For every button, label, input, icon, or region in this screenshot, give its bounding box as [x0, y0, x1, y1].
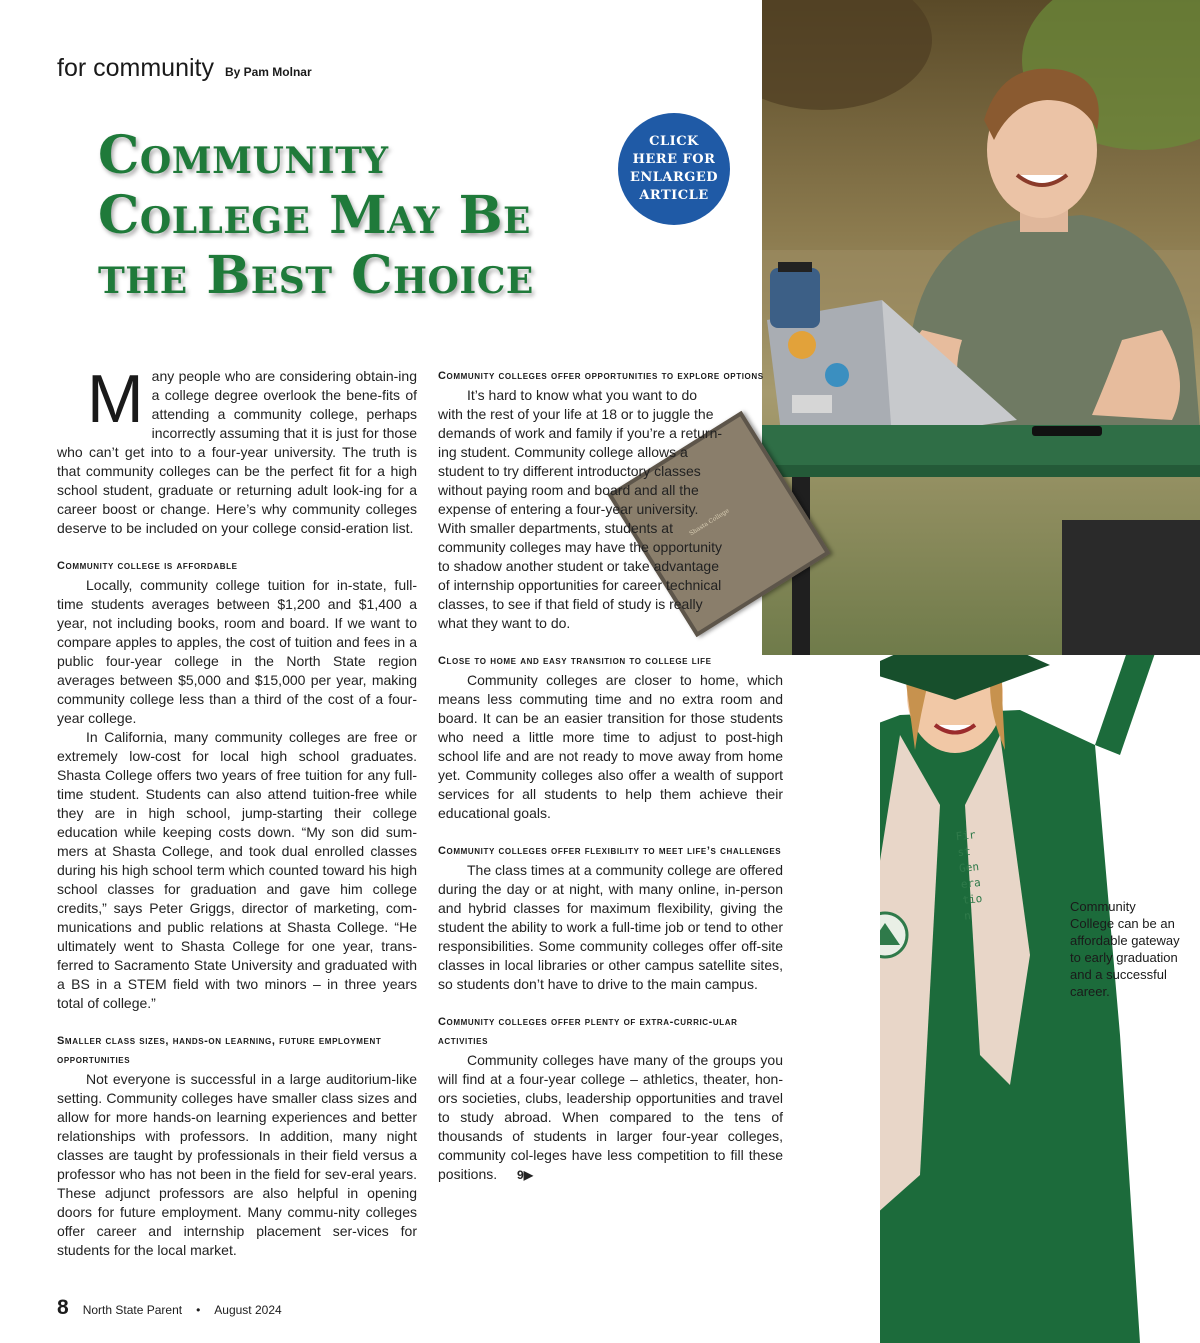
drop-cap: M	[87, 361, 144, 437]
extracurricular-text: Community colleges have many of the groups you will find at a four-year college – athletics, theater, hon-ors societies, clubs, leadership opportunities and travel to study abroad. When compared to the tens of thousands of students in larger four-year colleges, community col-leges have less competition to fill these positions.	[438, 1052, 783, 1182]
paragraph-close-to-home: Community colleges are closer to home, which means less commuting time and no extra room and board. It can be an easier transition for those students who need a little more time to adjust to post-high school life and are not ready to move away from home yet. Community colleges also offer a wealth of support services for all students to help them achieve their educational goals.	[438, 672, 783, 821]
byline: By Pam Molnar	[224, 65, 312, 79]
paragraph-class-sizes: Not everyone is successful in a large auditorium-like setting. Community colleges have smaller class sizes and allow for more hands-on learning experiences and better relationships with professors. In addition, many night classes are taught by professionals in their field versus a professor who has not been in the field for sev-eral years. These adjunct professors are also helpful in opening doors for future employment. Many commu-nity colleges offer career and internship placement ser-vices for students for the local market.	[57, 1071, 417, 1258]
footer-separator: •	[196, 1303, 201, 1317]
section-heading-extracurricular: Community colleges offer plenty of extra-curric-ular activities	[438, 1016, 738, 1047]
student-laptop-photo	[762, 0, 1200, 655]
publication-name: North State Parent	[82, 1303, 183, 1317]
intro-text: any people who are considering obtain-ing a college degree overlook the bene-fits of attending a community college, perhaps incorrectly assuming that it is just for those who can’t get into to a four-year university. The truth is that community colleges can be the perfect fit for a high school student, graduate or returning adult look-ing for a career boost or change. Here’s why community colleges deserve to be included on your college consid-eration list.	[57, 368, 417, 536]
section-heading-class-sizes: Smaller class sizes, hands-on learning, future employment opportunities	[57, 1035, 382, 1066]
paragraph-explore: It’s hard to know what you want to do with the rest of your life at 18 or to juggle the demands of work and family if you’re a return-ing student. Community college allows a student to try different introductory classes without paying room and board and all the expense of entering a four-year university. With smaller departments, students at community colleges may have the opportunity to shadow another student or take advantage of internship opportunities for career technical classes, to see if that field of study is really what they want to do.	[438, 387, 723, 631]
issue-date: August 2024	[214, 1303, 282, 1317]
section-kicker	[57, 54, 312, 83]
photo-caption: Community College can be an affordable gateway to early graduation and a successful career.	[1070, 899, 1180, 999]
paragraph-california: In California, many community colleges are free or extremely low-cost for local high school graduates. Shasta College offers two years of free tuition for any full-time student. Students can also attend tuition-free while they are in high school, jump-starting their college education while keeping costs down. “My son did sum-mers at Shasta College, and took dual enrolled classes during his high school term which counted toward his high school classes for graduation and gave him college credits,” says Peter Griggs, director of marketing, com-munications and public relations at Shasta College. “He ultimately went to Shasta College for one year, trans-ferred to Sacramento State University and graduated with a BS in a STEM field with two minors – in three years total of college.”	[57, 729, 417, 1011]
section-heading-affordable: Community college is affordable	[57, 560, 238, 572]
continued-link[interactable]	[517, 1168, 533, 1182]
student-laptop-illustration	[762, 0, 1200, 655]
stole-text: First Generation	[955, 828, 983, 923]
article-column-2	[438, 367, 783, 1185]
article-column-1	[57, 361, 417, 1260]
section-heading-close-to-home: Close to home and easy transition to college life	[438, 655, 712, 667]
headline-line-1: Community	[98, 125, 389, 186]
paragraph-tuition: Locally, community college tuition for in-state, full-time students averages between $1,200 and $1,400 a year, not including books, room and board. If we want to compare apples to apples, the cost of tuition and fees in a public four-year college in the North State region averages between $5,000 and $15,000 per year, making community college less than a third of the cost of a four-year college.	[57, 577, 417, 726]
continued-page: 9	[517, 1168, 524, 1182]
diploma-label: Shasta College	[688, 507, 731, 538]
section-heading-flexibility: Community colleges offer flexibility to meet life’s challenges	[438, 845, 782, 857]
page-number: 8	[57, 1296, 69, 1319]
intro-paragraph	[57, 361, 417, 538]
section-label: for community	[57, 54, 214, 82]
paragraph-extracurricular	[438, 1051, 783, 1185]
arrow-right-icon: ▶	[523, 1168, 533, 1182]
enlarge-article-button[interactable]	[618, 113, 730, 225]
enlarge-article-label: CLICK HERE FOR ENLARGED ARTICLE	[629, 134, 719, 203]
paragraph-flexibility: The class times at a community college are offered during the day or at night, with many online, in-person and hybrid classes for maximum flexibility, giving the student the ability to work a full-time job or tend to other responsibilities. Some community colleges offer off-site classes in local libraries or other campus satellite sites, so students don’t have to drive to the main campus.	[438, 862, 783, 992]
page-footer	[57, 1296, 282, 1320]
section-heading-explore: Community colleges offer opportunities to explore options	[438, 370, 764, 382]
headline-line-2: College May Be	[98, 185, 531, 246]
headline-line-3: the Best Choice	[98, 245, 534, 306]
headline	[98, 126, 658, 306]
